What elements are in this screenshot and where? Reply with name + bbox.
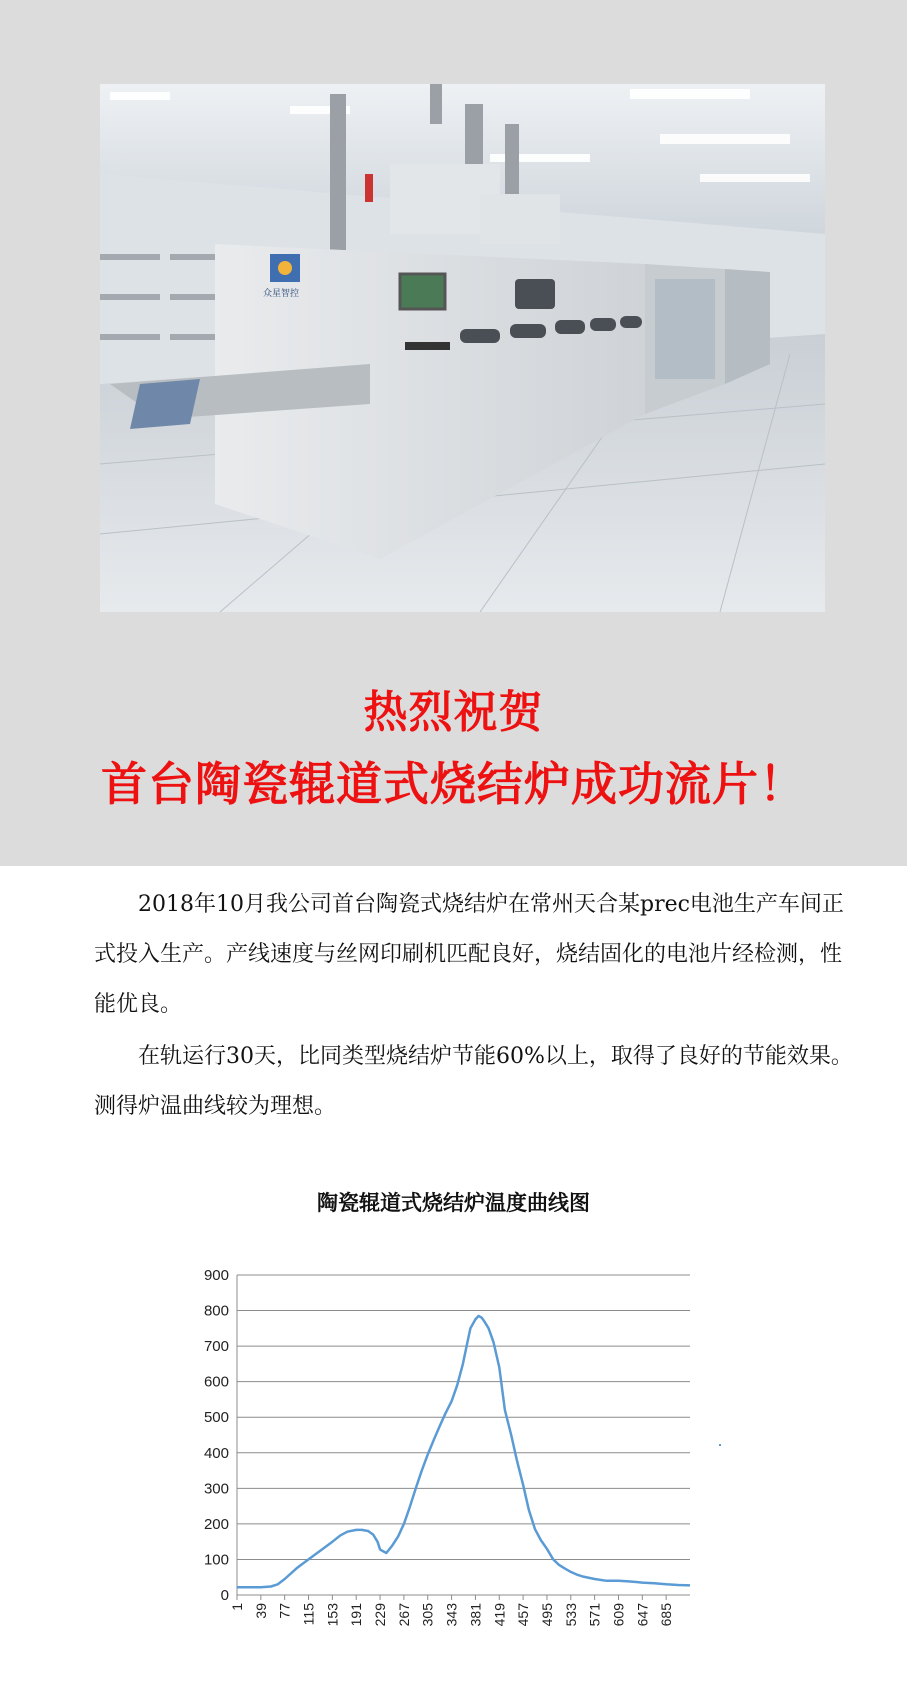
x-tick-label: 495 xyxy=(538,1603,555,1627)
x-tick-label: 267 xyxy=(395,1603,412,1627)
article-paragraph-2-block xyxy=(94,1032,854,1132)
x-tick-label: 457 xyxy=(515,1603,532,1627)
x-tick-label: 685 xyxy=(658,1603,675,1627)
x-tick-label: 115 xyxy=(300,1603,317,1626)
stray-mark xyxy=(719,1444,721,1446)
y-tick-label: 200 xyxy=(203,1515,229,1533)
article-paragraph-1-block xyxy=(94,880,854,1030)
y-tick-label: 100 xyxy=(203,1551,229,1569)
x-tick-label: 39 xyxy=(252,1603,269,1619)
x-tick-label: 571 xyxy=(586,1603,603,1627)
x-tick-label: 647 xyxy=(634,1603,651,1627)
temperature-series-line xyxy=(237,1316,690,1587)
x-tick-label: 343 xyxy=(443,1603,460,1627)
furnace-photo xyxy=(100,84,825,612)
x-tick-label: 191 xyxy=(348,1603,365,1627)
y-tick-label: 300 xyxy=(203,1480,229,1498)
x-tick-label: 229 xyxy=(372,1603,389,1627)
y-tick-label: 700 xyxy=(203,1338,229,1356)
temperature-chart xyxy=(180,1255,710,1679)
x-tick-label: 533 xyxy=(562,1603,579,1627)
temperature-chart-svg xyxy=(180,1255,710,1675)
y-tick-label: 600 xyxy=(203,1373,229,1391)
article-paragraph-1: 2018年10月我公司首台陶瓷式烧结炉在常州天合某prec电池生产车间正式投入生产。产线速度与丝网印刷机匹配良好，烧结固化的电池片经检测，性能优良。 xyxy=(94,892,844,1017)
x-tick-label: 77 xyxy=(276,1603,293,1619)
chart-title: 陶瓷辊道式烧结炉温度曲线图 xyxy=(317,1191,590,1215)
photo-logo-text: 众星智控 xyxy=(263,289,300,299)
x-tick-label: 1 xyxy=(229,1603,245,1611)
y-tick-label: 800 xyxy=(203,1302,229,1320)
headline-congrats: 热烈祝贺 xyxy=(363,687,544,738)
article-paragraph-2: 在轨运行30天，比同类型烧结炉节能60%以上，取得了良好的节能效果。测得炉温曲线较为理想。 xyxy=(94,1044,853,1119)
x-tick-label: 153 xyxy=(324,1603,341,1627)
x-tick-label: 419 xyxy=(491,1603,508,1627)
y-tick-label: 500 xyxy=(203,1409,229,1427)
y-tick-label: 0 xyxy=(220,1587,229,1604)
x-tick-label: 609 xyxy=(610,1603,627,1627)
x-tick-label: 305 xyxy=(419,1603,436,1627)
x-tick-label: 381 xyxy=(467,1603,484,1627)
y-tick-label: 900 xyxy=(203,1267,229,1284)
headline-announcement: 首台陶瓷辊道式烧结炉成功流片！ xyxy=(101,757,806,811)
y-tick-label: 400 xyxy=(203,1444,229,1462)
